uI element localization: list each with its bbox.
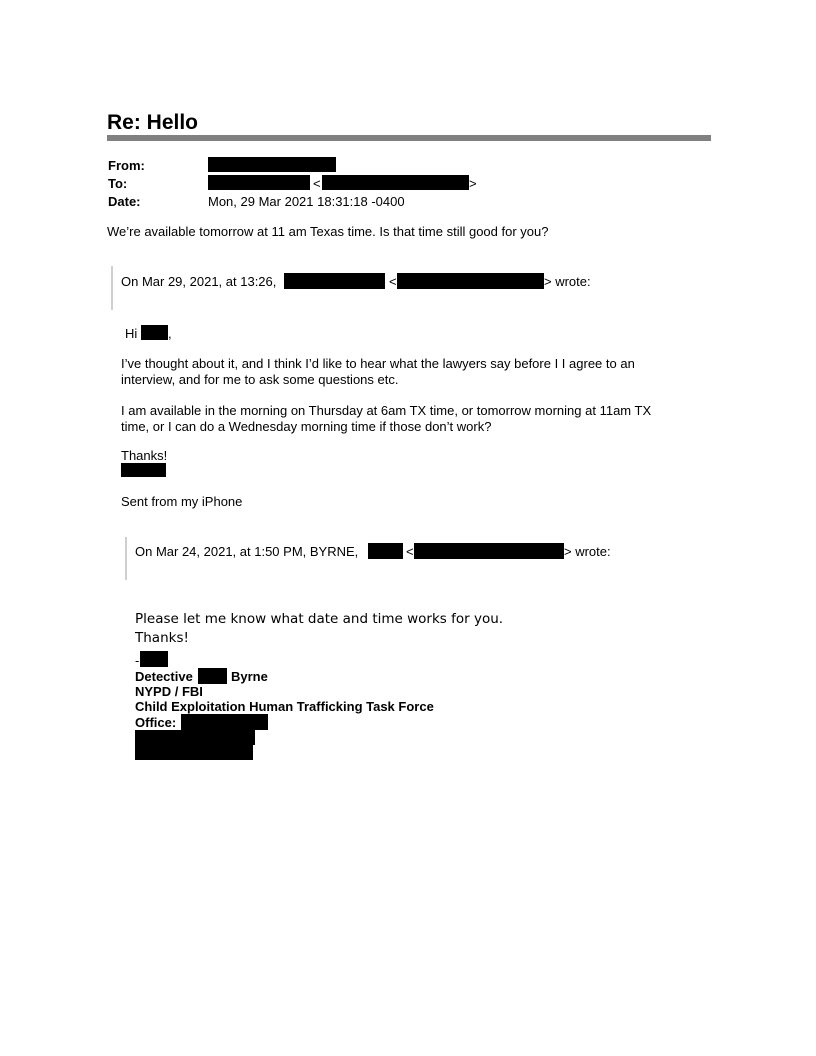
redacted-greeting-name: [141, 325, 168, 340]
redacted-office-phone: [181, 714, 268, 730]
greeting-comma: ,: [168, 326, 172, 341]
quote1-bracket-open: <: [389, 274, 397, 289]
title-divider: [107, 135, 711, 141]
redacted-sig-firstname: [198, 668, 227, 684]
quote2-prefix: On Mar 24, 2021, at 1:50 PM, BYRNE,: [135, 544, 359, 559]
quote1-prefix: On Mar 29, 2021, at 13:26,: [121, 274, 277, 289]
sig-task-force: Child Exploitation Human Trafficking Task Force: [135, 699, 434, 714]
redacted-contact-line1: [135, 730, 255, 745]
to-label: To:: [108, 176, 128, 191]
sig-surname: Byrne: [231, 669, 268, 684]
date-value: Mon, 29 Mar 2021 18:31:18 -0400: [208, 194, 405, 209]
redacted-to-name: [208, 175, 310, 190]
para1-line1: I’ve thought about it, and I think I’d like to hear what the lawyers say before I I agree to an: [121, 356, 635, 371]
from-label: From:: [108, 158, 145, 173]
sent-from: Sent from my iPhone: [121, 494, 243, 509]
to-bracket-close: >: [469, 176, 477, 191]
sig-detective: Detective: [135, 669, 193, 684]
email-subject: Re: Hello: [107, 111, 199, 134]
redacted-quote1-name: [284, 273, 385, 289]
body-text: We’re available tomorrow at 11 am Texas time. Is that time still good for you?: [107, 224, 549, 239]
redacted-quote1-email: [397, 273, 544, 289]
to-bracket-open: <: [313, 176, 321, 191]
quote-bar-2: [125, 537, 127, 580]
quote2-bracket-open: <: [406, 544, 414, 559]
para1-line2: interview, and for me to ask some questions etc.: [121, 372, 399, 387]
redacted-contact-line2: [135, 745, 253, 760]
quote2-wrote: > wrote:: [564, 544, 611, 559]
para2-line1: I am available in the morning on Thursday at 6am TX time, or tomorrow morning at 11am TX: [121, 403, 652, 418]
redacted-signoff: [121, 463, 166, 477]
quote2-line2: Thanks!: [135, 630, 189, 646]
thanks-text: Thanks!: [121, 448, 168, 463]
date-label: Date:: [108, 194, 141, 209]
redacted-sig-initial: [140, 651, 168, 667]
quote1-wrote: > wrote:: [544, 274, 591, 289]
quote2-line1: Please let me know what date and time works for you.: [135, 611, 504, 627]
sig-dash: -: [135, 653, 140, 668]
quote-bar-1: [111, 266, 113, 310]
sig-unit: NYPD / FBI: [135, 684, 203, 699]
redacted-quote2-email: [414, 543, 564, 559]
redacted-from: [208, 157, 336, 172]
redacted-quote2-firstname: [368, 543, 403, 559]
sig-office-label: Office:: [135, 715, 177, 730]
greeting: Hi: [125, 326, 138, 341]
redacted-to-email: [322, 175, 469, 190]
para2-line2: time, or I can do a Wednesday morning time if those don’t work?: [121, 419, 492, 434]
